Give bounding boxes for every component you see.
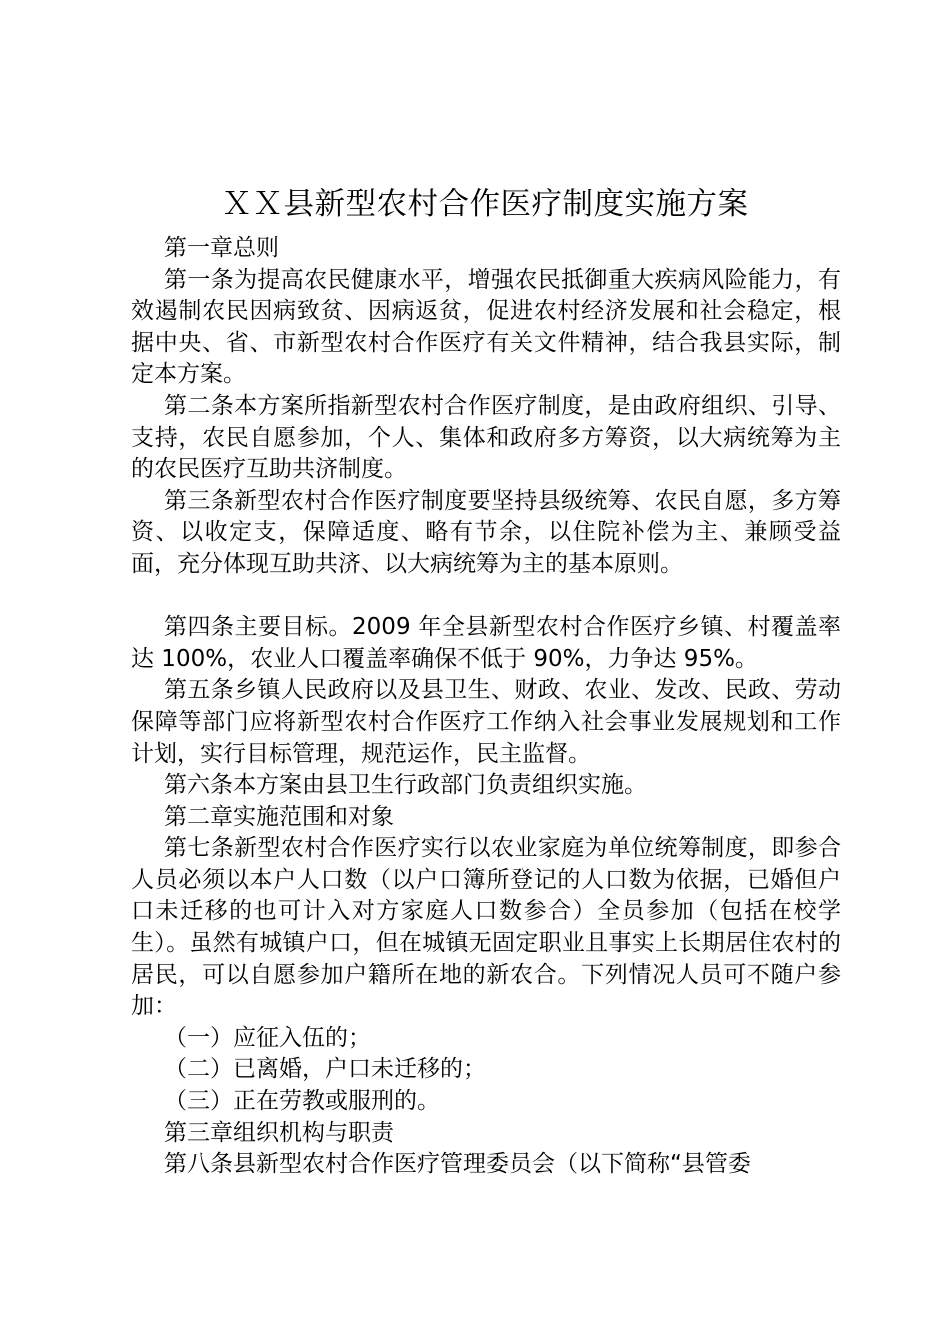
article-5: 第五条乡镇人民政府以及县卫生、财政、农业、发改、民政、劳动保障等部门应将新型农村合作医疗工作纳入社会事业发展规划和工作计划，实行目标管理，规范运作，民主监督。 <box>131 677 841 767</box>
chapter-2-heading: 第二章实施范围和对象 <box>164 803 394 830</box>
chapter-3-heading: 第三章组织机构与职责 <box>164 1119 394 1146</box>
list-item-1: （一）应征入伍的； <box>164 1024 371 1051</box>
chapter-1-heading: 第一章总则 <box>164 235 279 261</box>
list-item-2: （二）已离婚，户口未迁移的； <box>164 1056 486 1083</box>
document-title: ＸＸ县新型农村合作医疗制度实施方案 <box>221 187 749 222</box>
article-7: 第七条新型农村合作医疗实行以农业家庭为单位统筹制度，即参合人员必须以本户人口数（以户口簿所登记的人口数为依据，已婚但户口未迁移的也可计入对方家庭人口数参合）全员参加（包括在校学生）。虽然有城镇户口，但在城镇无固定职业且事实上长期居住农村的居民，可以自愿参加户籍所在地的新农合。下列情况人员可不随户参加： <box>131 835 841 1020</box>
article-3: 第三条新型农村合作医疗制度要坚持县级统筹、农民自愿，多方筹资、以收定支，保障适度、略有节余，以住院补偿为主、兼顾受益面，充分体现互助共济、以大病统筹为主的基本原则。 <box>131 487 841 577</box>
article-4: 第四条主要目标。2009 年全县新型农村合作医疗乡镇、村覆盖率达 100%，农业人口覆盖率确保不低于 90%，力争达 95%。 <box>131 614 841 672</box>
article-1: 第一条为提高农民健康水平，增强农民抵御重大疾病风险能力，有效遏制农民因病致贫、因病返贫，促进农村经济发展和社会稳定，根据中央、省、市新型农村合作医疗有关文件精神，结合我县实际，制定本方案。 <box>131 266 841 388</box>
list-item-3: （三）正在劳教或服刑的。 <box>164 1088 440 1115</box>
article-6: 第六条本方案由县卫生行政部门负责组织实施。 <box>164 772 647 799</box>
document-body <box>131 233 841 1181</box>
article-8: 第八条县新型农村合作医疗管理委员会（以下简称“县管委 <box>164 1151 751 1178</box>
article-2: 第二条本方案所指新型农村合作医疗制度，是由政府组织、引导、支持，农民自愿参加，个人、集体和政府多方筹资，以大病统筹为主的农民医疗互助共济制度。 <box>131 392 841 483</box>
blank-line <box>131 581 841 613</box>
